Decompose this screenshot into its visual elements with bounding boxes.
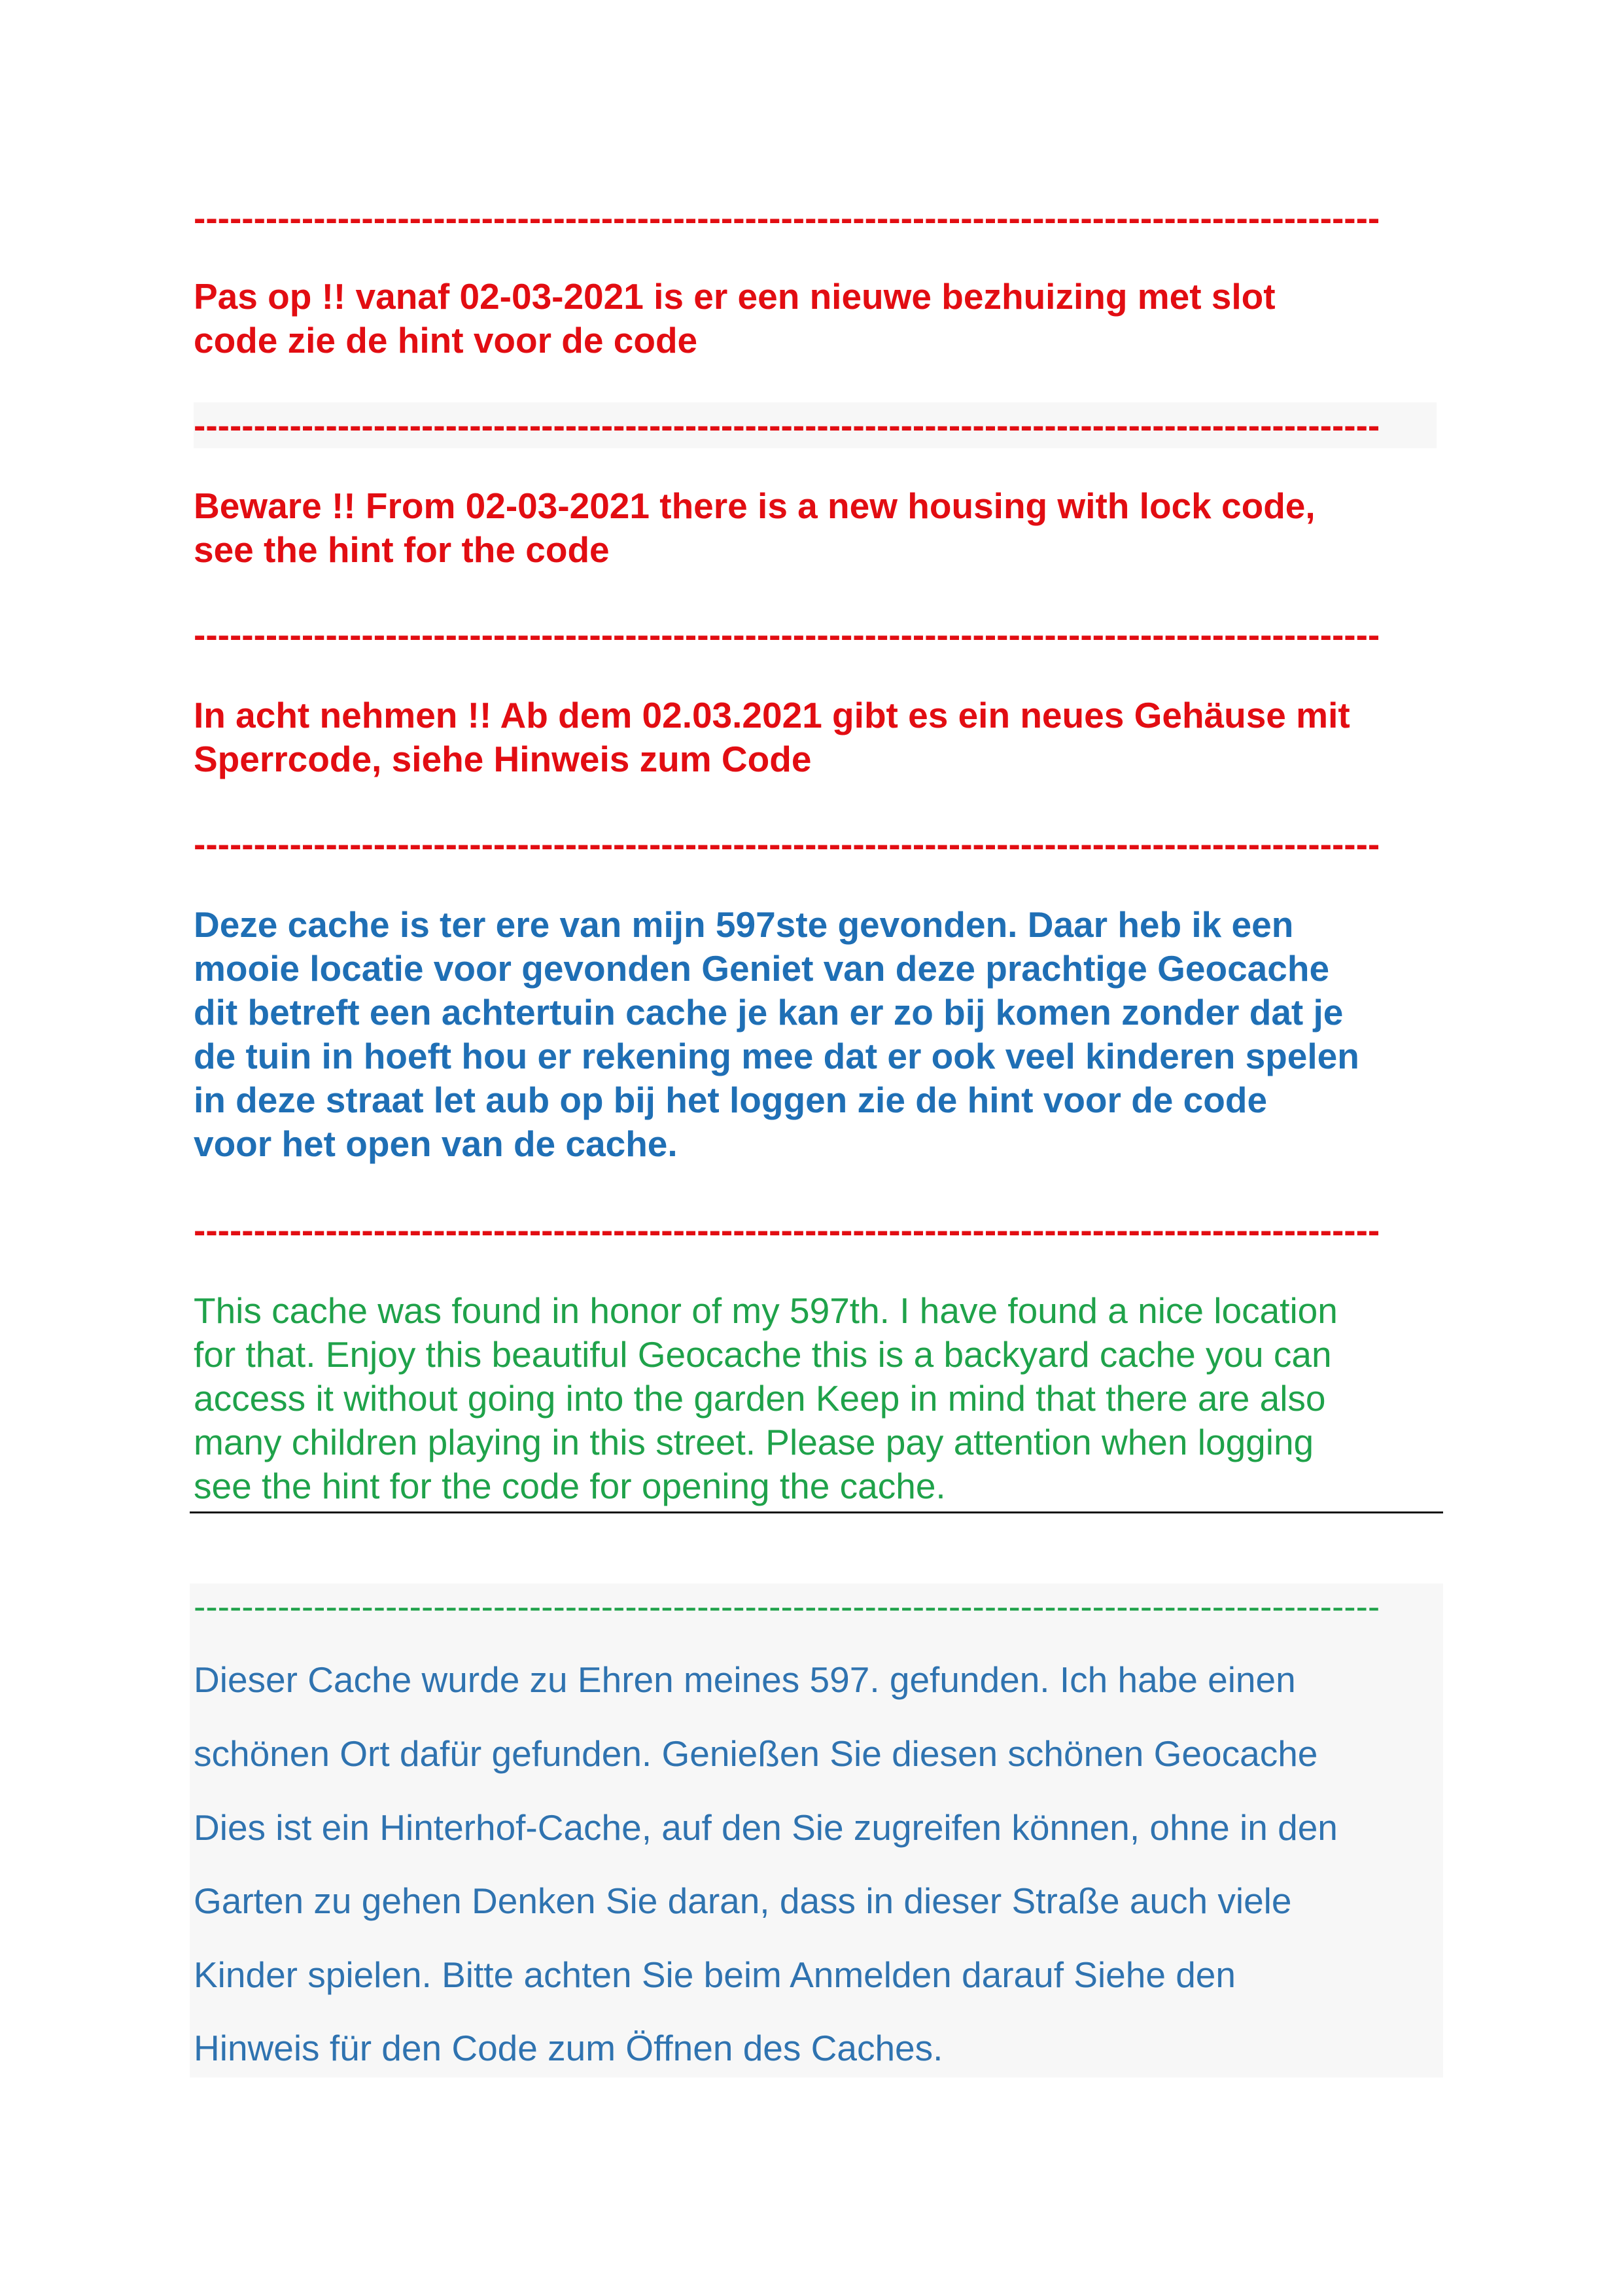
horizontal-rule: [190, 1511, 1443, 1513]
notice-german-line-2: Sperrcode, siehe Hinweis zum Code: [194, 739, 812, 779]
separator-line: ---------------------------------------------------------------------------------------------------: [194, 402, 1437, 448]
description-english-line: see the hint for the code for opening the cache.: [194, 1466, 946, 1506]
description-english-line: many children playing in this street. Please pay attention when logging: [194, 1422, 1314, 1462]
notice-german: [194, 694, 1450, 781]
description-german-line: Garten zu gehen Denken Sie daran, dass in dieser Straße auch viele: [194, 1881, 1292, 1921]
description-dutch-line: mooie locatie voor gevonden Geniet van deze prachtige Geocache: [194, 948, 1330, 989]
description-english-line: access it without going into the garden Keep in mind that there are also: [194, 1378, 1326, 1419]
separator-line: ---------------------------------------------------------------------------------------------------: [194, 1210, 1380, 1250]
description-dutch-line: voor het open van de cache.: [194, 1123, 678, 1164]
description-dutch-line: de tuin in hoeft hou er rekening mee dat er ook veel kinderen spelen: [194, 1036, 1359, 1076]
description-german-line: Dies ist ein Hinterhof-Cache, auf den Sie zugreifen können, ohne in den: [194, 1807, 1338, 1848]
description-english-line: for that. Enjoy this beautiful Geocache this is a backyard cache you can: [194, 1334, 1332, 1375]
description-english-line: This cache was found in honor of my 597th. I have found a nice location: [194, 1290, 1338, 1331]
notice-english: [194, 484, 1450, 572]
notice-dutch-line-2: code zie de hint voor de code: [194, 320, 698, 361]
separator-line: ---------------------------------------------------------------------------------------------------: [194, 1586, 1380, 1627]
notice-dutch-line-1: Pas op !! vanaf 02-03-2021 is er een nieuwe bezhuizing met slot: [194, 276, 1276, 317]
description-english: [194, 1289, 1450, 1508]
description-dutch: [194, 903, 1450, 1166]
description-german-line: Hinweis für den Code zum Öffnen des Caches.: [194, 2028, 943, 2068]
notice-german-line-1: In acht nehmen !! Ab dem 02.03.2021 gibt es ein neues Gehäuse mit: [194, 695, 1350, 735]
notice-dutch: [194, 275, 1450, 362]
notice-english-line-1: Beware !! From 02-03-2021 there is a new housing with lock code,: [194, 486, 1316, 526]
description-dutch-line: in deze straat let aub op bij het loggen zie de hint voor de code: [194, 1080, 1268, 1120]
description-dutch-line: dit betreft een achtertuin cache je kan er zo bij komen zonder dat je: [194, 992, 1344, 1033]
separator-line: ---------------------------------------------------------------------------------------------------: [194, 198, 1380, 238]
separator-line: ---------------------------------------------------------------------------------------------------: [194, 614, 1380, 655]
description-german-line: Dieser Cache wurde zu Ehren meines 597. gefunden. Ich habe einen: [194, 1659, 1296, 1700]
description-dutch-line: Deze cache is ter ere van mijn 597ste gevonden. Daar heb ik een: [194, 904, 1294, 945]
notice-english-line-2: see the hint for the code: [194, 529, 610, 570]
separator-line: ---------------------------------------------------------------------------------------------------: [194, 824, 1380, 864]
description-german-line: Kinder spielen. Bitte achten Sie beim Anmelden darauf Siehe den: [194, 1954, 1236, 1995]
description-german-line: schönen Ort dafür gefunden. Genießen Sie diesen schönen Geocache: [194, 1733, 1318, 1774]
